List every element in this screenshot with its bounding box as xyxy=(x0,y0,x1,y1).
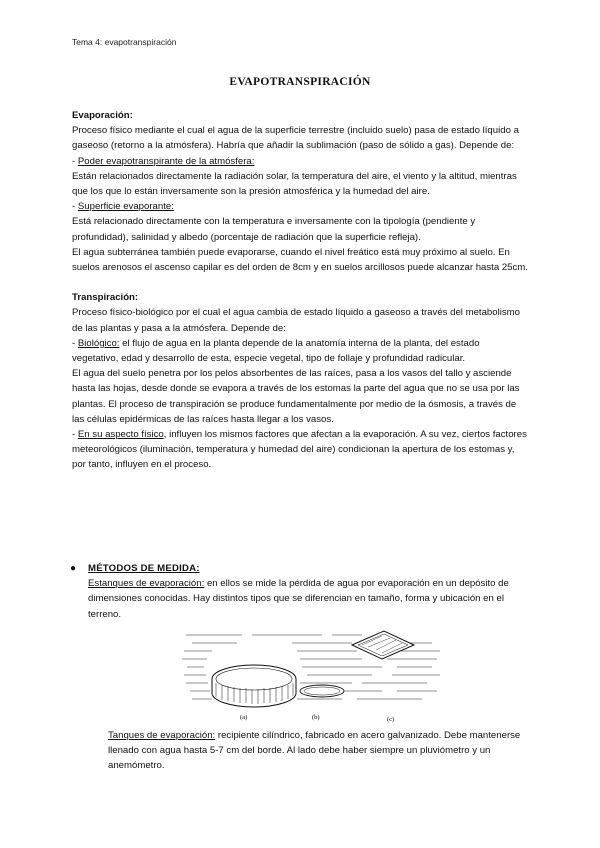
biologico-text: el flujo de agua en la planta depende de la anatomía interna de la planta, del estado vegetativo, edad y desarrollo de esta, especie vegetal, tipo de follaje y profundidad radicular. xyxy=(72,337,480,365)
list-dash: - xyxy=(72,429,78,441)
figure-label-b: (b) xyxy=(312,714,320,721)
list-dash: - xyxy=(72,201,78,213)
evaporacion-intro: Proceso físico mediante el cual el agua de la superficie terrestre (incluido suelo) pasa de estado líquido a gaseoso (retorno a la atmósfera). Habría que añadir la sublimación (paso de sólido a gas). Depende de: xyxy=(72,125,519,152)
aspecto-fisico-text: , influyen los mismos factores que afectan a la evaporación. A su vez, ciertos factores meteorológicos (iluminación, temperatura y humedad del aire) condicionan la apertura de los estomas y, por tanto, influyen en el proceso. xyxy=(72,429,527,471)
tanques-paragraph xyxy=(108,728,528,774)
evaporacion-item-1 xyxy=(72,154,528,169)
list-dash: - xyxy=(72,155,78,167)
document-body xyxy=(72,108,528,473)
evaporacion-heading: Evaporación: xyxy=(72,110,133,121)
water-flow-paragraph: El agua del suelo penetra por los pelos absorbentes de las raíces, pasa a los vasos del tallo y asciende hasta las hojas, desde donde se evapora a través de los estomas la parte del agua que no se usa por las plantas. El proceso de transpiración se produce fundamentalmente por medio de la ósmosis, a través de las células epidérmicas de las raíces hasta llegar a los vasos. xyxy=(72,368,520,425)
metodos-heading: MÉTODOS DE MEDIDA: xyxy=(88,563,200,574)
transpiracion-heading: Transpiración: xyxy=(72,292,139,304)
evaporacion-item-2-text: Está relacionado directamente con la temperatura e inversamente con la tipología (pendiente y profundidad), salinidad y albedo (porcentaje de radiación que la superficie refleja). xyxy=(72,216,476,243)
pan-b-icon xyxy=(300,685,344,697)
groundwater-paragraph: El agua subterránea también puede evaporarse, cuando el nivel freático está muy próximo al suelo. En suelos arenosos el ascenso capilar es del orden de 8cm y en suelos arcillosos puede alcanzar hasta 25cm. xyxy=(72,246,528,274)
tanques-text: recipiente cilíndrico, fabricado en acero galvanizado. Debe mantenerse llenado con agua hasta 5-7 cm del borde. Al lado debe haber siempre un pluviómetro y un anemómetro. xyxy=(108,730,521,772)
estanques-paragraph xyxy=(88,576,528,622)
list-dash: - xyxy=(72,337,78,349)
evaporation-pans-figure xyxy=(182,623,442,723)
biologico-label: Biológico: xyxy=(77,337,120,349)
pan-a-icon xyxy=(212,665,296,707)
biologico-item xyxy=(72,336,528,366)
superficie-evaporante-label: Superficie evaporante: xyxy=(77,201,174,213)
aspecto-fisico-label: En su aspecto físico xyxy=(77,429,164,441)
estanques-label: Estanques de evaporación: xyxy=(88,578,205,590)
figure-label-a: (a) xyxy=(240,714,248,721)
estanques-text: en ellos se mide la pérdida de agua por evaporación en un depósito de dimensiones conocidas. Hay distintos tipos que se diferencian en tamaño, forma y ubicación en el terreno. xyxy=(88,578,509,620)
figure-label-c: (c) xyxy=(387,716,395,723)
metodos-section xyxy=(70,561,528,622)
bullet-icon: ● xyxy=(70,563,77,574)
evaporacion-item-1-text: Están relacionados directamente la radiación solar, la temperatura del aire, el viento y la altitud, mientras que los que lo están inversamente son la presión atmosférica y la humedad del aire. xyxy=(72,170,517,198)
document-title: EVAPOTRANSPIRACIÓN xyxy=(229,76,371,88)
evaporacion-item-2 xyxy=(72,199,528,214)
poder-evapotranspirante-label: Poder evapotranspirante de la atmósfera: xyxy=(77,155,255,167)
page-header: Tema 4: evapotranspiración xyxy=(72,37,177,47)
transpiracion-intro: Proceso físico-biológico por el cual el agua cambia de estado líquido a gaseoso a través del metabolismo de las plantas y pasa a la atmósfera. Depende de: xyxy=(72,307,520,334)
tanques-label: Tanques de evaporación: xyxy=(108,730,216,741)
aspecto-fisico-item xyxy=(72,427,528,473)
